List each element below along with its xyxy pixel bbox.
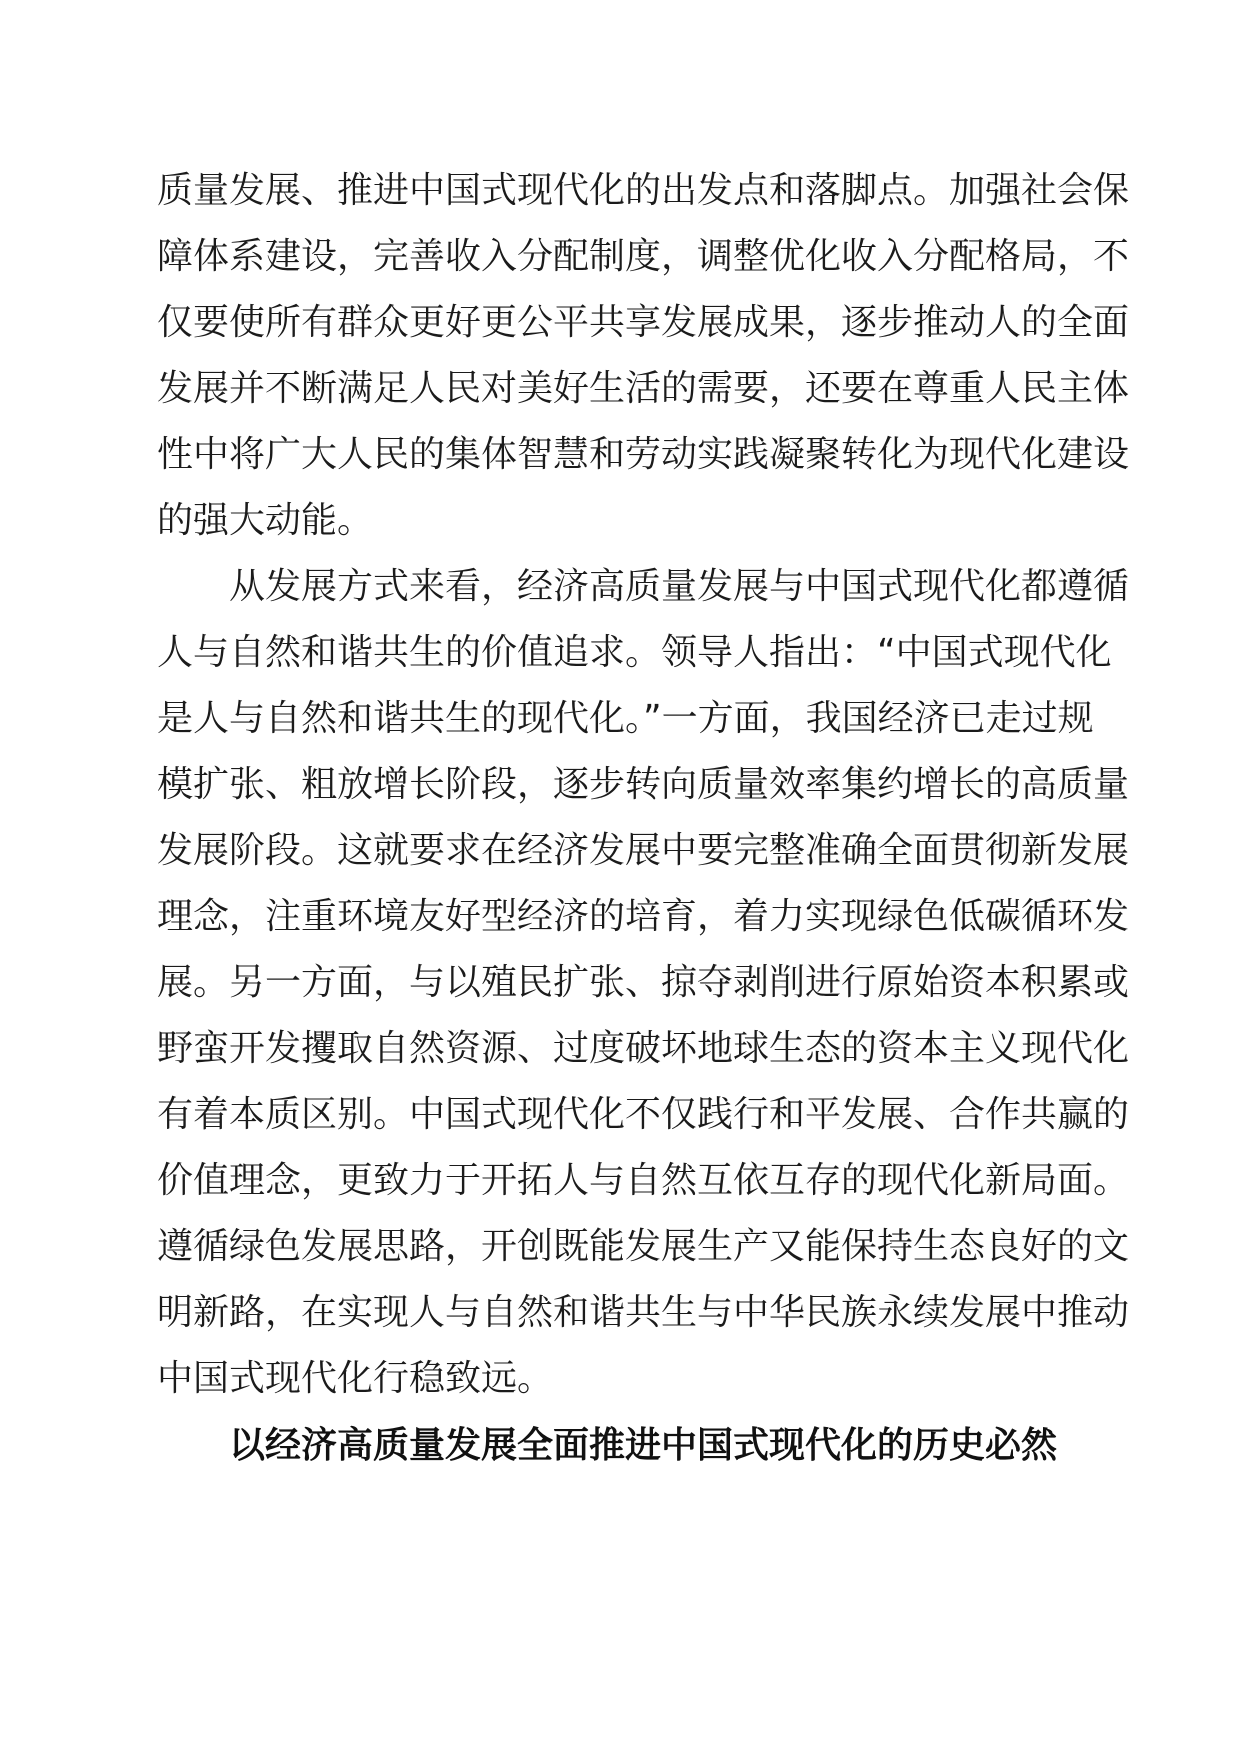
text-line: 人与自然和谐共生的价值追求。领导人指出：“中国式现代化 [157, 632, 1112, 673]
text-line: 障体系建设，完善收入分配制度，调整优化收入分配格局，不 [157, 236, 1130, 277]
text-line: 展。另一方面，与以殖民扩张、掠夺剥削进行原始资本积累或 [157, 962, 1130, 1003]
text-line: 发展并不断满足人民对美好生活的需要，还要在尊重人民主体 [157, 368, 1130, 409]
text-line: 从发展方式来看，经济高质量发展与中国式现代化都遵循 [229, 566, 1130, 607]
text-line: 模扩张、粗放增长阶段，逐步转向质量效率集约增长的高质量 [157, 764, 1130, 805]
text-line: 遵循绿色发展思路，开创既能发展生产又能保持生态良好的文 [157, 1226, 1130, 1267]
text-line: 有着本质区别。中国式现代化不仅践行和平发展、合作共赢的 [157, 1094, 1130, 1135]
text-line: 是人与自然和谐共生的现代化。”一方面，我国经济已走过规 [157, 698, 1094, 739]
text-line: 理念，注重环境友好型经济的培育，着力实现绿色低碳循环发 [157, 896, 1130, 937]
text-line: 价值理念，更致力于开拓人与自然互依互存的现代化新局面。 [157, 1160, 1130, 1201]
text-line: 野蛮开发攫取自然资源、过度破坏地球生态的资本主义现代化 [157, 1028, 1130, 1069]
section-heading: 以经济高质量发展全面推进中国式现代化的历史必然 [229, 1425, 1058, 1466]
text-line: 发展阶段。这就要求在经济发展中要完整准确全面贯彻新发展 [157, 830, 1130, 871]
text-line: 中国式现代化行稳致远。 [157, 1358, 554, 1399]
text-line: 性中将广大人民的集体智慧和劳动实践凝聚转化为现代化建设 [157, 434, 1130, 475]
text-line: 明新路，在实现人与自然和谐共生与中华民族永续发展中推动 [157, 1292, 1130, 1333]
text-line: 仅要使所有群众更好更公平共享发展成果，逐步推动人的全面 [157, 302, 1130, 343]
text-line: 质量发展、推进中国式现代化的出发点和落脚点。加强社会保 [157, 170, 1130, 211]
text-line: 的强大动能。 [157, 500, 374, 541]
